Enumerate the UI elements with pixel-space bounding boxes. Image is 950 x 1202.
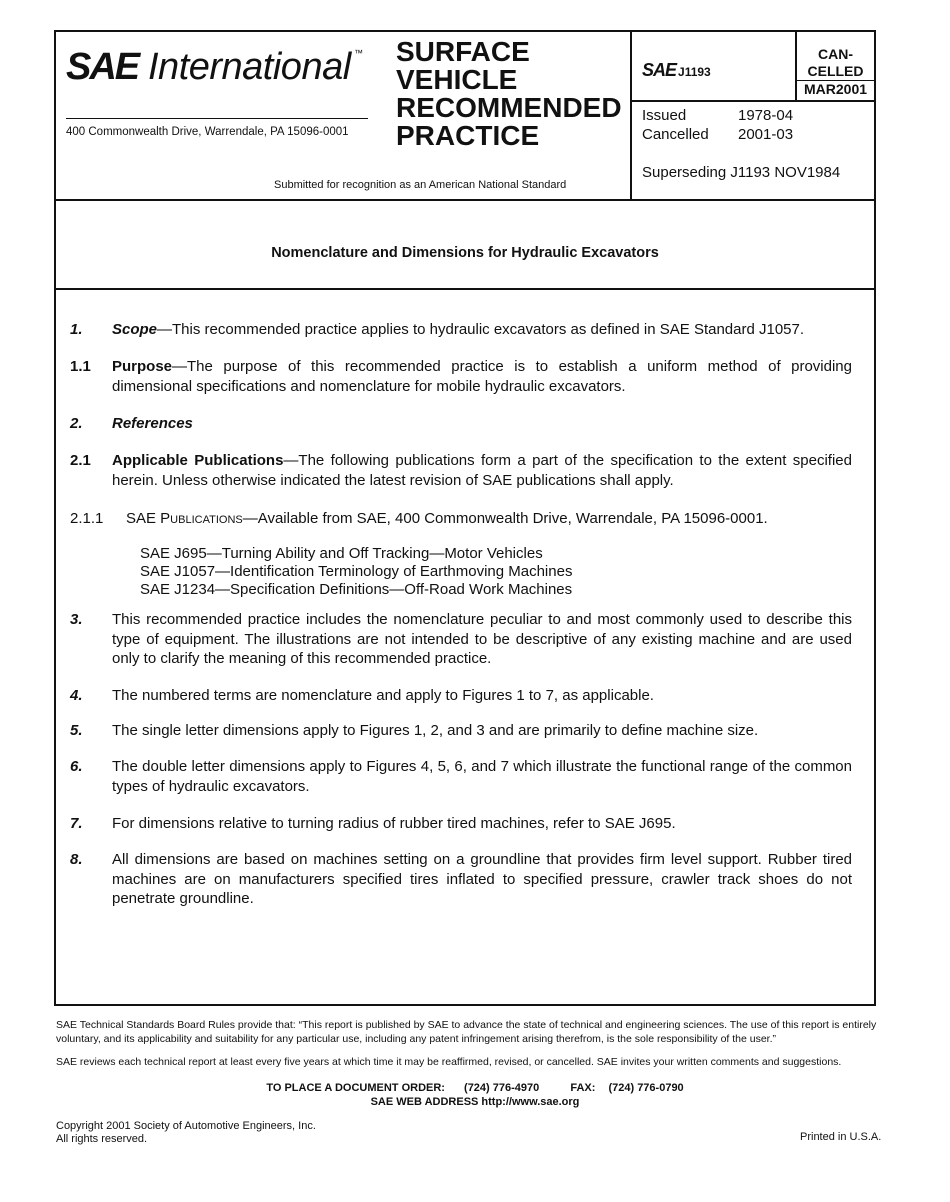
section-text: —The purpose of this recommended practice is to establish a uniform method of providing dimensional specifications and nomenclature for mobile hydraulic excavators. xyxy=(112,358,852,395)
status-date: MAR2001 xyxy=(797,80,874,98)
section-number: 2. xyxy=(70,415,83,432)
review-note: SAE reviews each technical report at least every five years at which time it may be reaffirmed, revised, or cancelled. SAE invites your written comments and suggestions. xyxy=(56,1056,842,1068)
web-address[interactable]: SAE WEB ADDRESS http://www.sae.org xyxy=(370,1096,580,1108)
section-number: 2.1 xyxy=(70,452,91,469)
cancelled-value: 2001-03 xyxy=(738,126,794,143)
reference-list xyxy=(140,545,572,599)
doc-type-line: PRACTICE xyxy=(396,120,540,151)
section-text: For dimensions relative to turning radius of rubber tired machines, refer to SAE J695. xyxy=(112,815,676,832)
standard-sae-logo: SAE xyxy=(642,60,677,80)
issued-value: 1978-04 xyxy=(738,107,794,124)
copyright xyxy=(56,1120,316,1146)
board-rules-note: SAE Technical Standards Board Rules provide that: “This report is published by SAE to advance the state of technical and engineering sciences. The use of this report is entirely voluntary, and its applicability and suitability for any particular use, including any patent infringement arising therefrom, is the sole responsibility of the user.” xyxy=(56,1019,877,1045)
issue-dates xyxy=(642,106,793,144)
section-text: —This recommended practice applies to hydraulic excavators as defined in SAE Standard J1057. xyxy=(157,321,805,338)
section-heading: Purpose xyxy=(112,358,173,375)
section-heading: Applicable Publications xyxy=(112,452,284,469)
status-line: CAN- xyxy=(818,46,853,62)
section-number: 6. xyxy=(70,758,83,775)
cancelled-label: Cancelled xyxy=(642,126,709,143)
header-address: 400 Commonwealth Drive, Warrendale, PA 15096-0001 xyxy=(66,126,349,138)
fax-phone[interactable]: (724) 776-0790 xyxy=(608,1082,684,1094)
doc-type-line: SURFACE xyxy=(396,36,530,67)
document-type xyxy=(396,38,622,150)
section-text: This recommended practice includes the nomenclature peculiar to and most commonly used to describe this type of equipment. The illustrations are not intended to be descriptive of any existing machine and are used only to clarify the meaning of this recommended practice. xyxy=(112,611,852,667)
document-title: Nomenclature and Dimensions for Hydraulic Excavators xyxy=(271,245,659,261)
document-frame xyxy=(54,30,876,1006)
doc-type-line: RECOMMENDED xyxy=(396,92,622,123)
ansi-submission-note: Submitted for recognition as an American National Standard xyxy=(274,179,567,191)
section-text: —The following publications form a part of the specification to the extent specified herein. Unless otherwise indicated the latest revision of SAE publications shall apply. xyxy=(112,452,852,489)
section-number: 8. xyxy=(70,851,83,868)
order-phone[interactable]: (724) 776-4970 xyxy=(464,1082,540,1094)
order-line xyxy=(0,1081,950,1095)
section-heading: SAE Publications xyxy=(126,510,243,527)
list-item: SAE J1057—Identification Terminology of Earthmoving Machines xyxy=(140,563,573,580)
issued-label: Issued xyxy=(642,107,687,124)
section-heading: Scope xyxy=(112,321,158,338)
standard-number xyxy=(642,60,711,81)
list-item: SAE J1234—Specification Definitions—Off-Road Work Machines xyxy=(140,581,573,598)
status-badge xyxy=(797,46,874,98)
order-label: TO PLACE A DOCUMENT ORDER: xyxy=(266,1082,445,1094)
trademark-symbol: ™ xyxy=(354,48,363,58)
section-text: —Available from SAE, 400 Commonwealth Drive, Warrendale, PA 15096-0001. xyxy=(242,510,768,527)
logo-rule xyxy=(66,118,368,119)
header xyxy=(56,32,874,201)
fax-label: FAX: xyxy=(570,1082,596,1094)
section-number: 7. xyxy=(70,815,83,832)
title-row xyxy=(56,199,874,290)
section-number: 1. xyxy=(70,321,83,338)
section-number: 3. xyxy=(70,611,83,628)
superseding-note: Superseding J1193 NOV1984 xyxy=(642,164,841,181)
section-number: 5. xyxy=(70,722,83,739)
divider xyxy=(630,32,632,199)
divider xyxy=(630,100,874,102)
section-number: 2.1.1 xyxy=(70,510,104,527)
logo-sae-text: SAE xyxy=(66,46,139,88)
section-number: 1.1 xyxy=(70,358,91,375)
doc-type-line: VEHICLE xyxy=(396,64,518,95)
standard-id: J1193 xyxy=(678,65,711,79)
section-text: The numbered terms are nomenclature and apply to Figures 1 to 7, as applicable. xyxy=(112,687,654,704)
sae-logo xyxy=(66,46,386,116)
section-number: 4. xyxy=(70,687,83,704)
list-item: SAE J695—Turning Ability and Off Tracking—Motor Vehicles xyxy=(140,545,543,562)
copyright-line: All rights reserved. xyxy=(56,1133,148,1145)
status-line: CELLED xyxy=(807,63,864,79)
printed-note: Printed in U.S.A. xyxy=(800,1131,882,1143)
section-text: The single letter dimensions apply to Figures 1, 2, and 3 and are primarily to define machine size. xyxy=(112,722,759,739)
section-heading: References xyxy=(112,415,193,432)
logo-international-text: International xyxy=(148,46,351,88)
copyright-line: Copyright 2001 Society of Automotive Engineers, Inc. xyxy=(56,1120,316,1132)
section-text: The double letter dimensions apply to Figures 4, 5, 6, and 7 which illustrate the functional range of the common types of hydraulic excavators. xyxy=(112,758,852,795)
section-text: All dimensions are based on machines setting on a groundline that provides firm level support. Rubber tired machines are on manufacturers specified tires inflated to specified pressure, crawler track shoes do not penetrate groundline. xyxy=(112,851,852,907)
